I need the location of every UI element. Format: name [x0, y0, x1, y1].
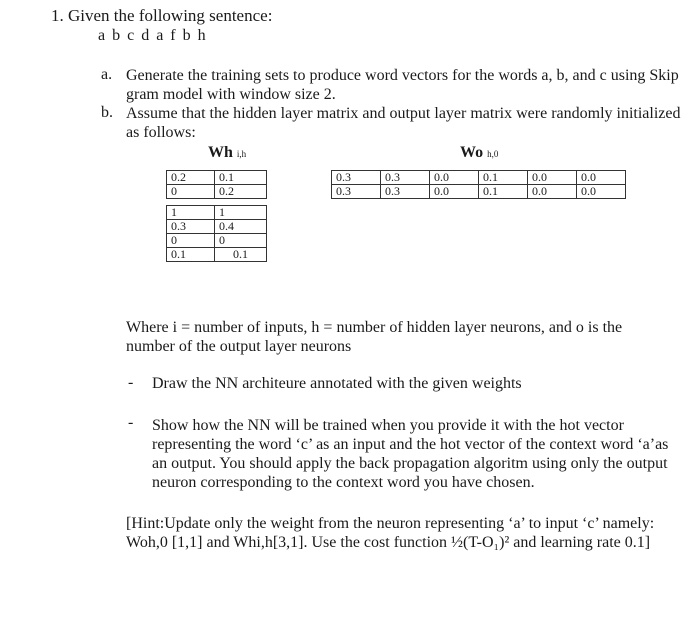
wo-cell: 0.3 [381, 171, 430, 185]
wo-cell: 0.1 [479, 171, 528, 185]
wh-cell: 0.4 [215, 220, 267, 234]
wh-cell: 0.1 [215, 248, 267, 262]
wo-cell: 0.0 [528, 171, 577, 185]
wo-matrix-title [460, 144, 498, 162]
wh-cell: 0.1 [215, 171, 267, 185]
given-sentence: a b c d a f b h [98, 27, 208, 44]
wh-cell: 0.1 [167, 248, 215, 262]
wo-cell: 0.0 [577, 171, 626, 185]
part-a-text: Generate the training sets to produce word vectors for the words a, b, and c using Skip gram model with window size 2. [126, 67, 679, 103]
wh-cell: 0 [167, 234, 215, 248]
wh-title-text: Wh [208, 144, 233, 161]
table-row [332, 171, 626, 185]
table-row [167, 185, 267, 199]
wo-cell: 0.3 [332, 171, 381, 185]
wh-matrix-top [166, 170, 267, 199]
wo-title-text: Wo [460, 144, 484, 161]
wh-cell: 0 [167, 185, 215, 199]
bullet-training-description: Show how the NN will be trained when you provide it with the hot vector representing the word ‘c’ as an input and the hot vector of the context word ‘a’as an output. You should apply the back propagation algoritm using only the output neuron corresponding to the context word you have chosen. [152, 417, 669, 491]
part-a-label: a. [101, 66, 113, 83]
table-row [167, 171, 267, 185]
table-row [167, 248, 267, 262]
wo-cell: 0.3 [381, 185, 430, 199]
where-explanation: Where i = number of inputs, h = number of hidden layer neurons, and o is the number of the output layer neurons [126, 319, 623, 355]
hint-text: [Hint:Update only the weight from the neuron representing ‘a’ to input ‘c’ namely: Woh,0 [1,1] and Whi,h[3,1]. Use the cost function ½(T-O₁)² and learning rate 0.1] [126, 515, 655, 551]
bullet-draw-architecture: Draw the NN architeure annotated with the given weights [152, 375, 522, 392]
wh-cell: 0.2 [167, 171, 215, 185]
wh-cell: 0 [215, 234, 267, 248]
table-row [167, 234, 267, 248]
wh-matrix-title [208, 144, 246, 162]
table-row [167, 220, 267, 234]
table-row [167, 206, 267, 220]
part-b-label: b. [101, 104, 113, 121]
wh-cell: 1 [167, 206, 215, 220]
wh-cell: 0.3 [167, 220, 215, 234]
wo-cell: 0.0 [577, 185, 626, 199]
wo-subscript: h,0 [487, 149, 499, 159]
bullet-dash: - [128, 374, 134, 391]
wh-matrix-bottom [166, 205, 267, 262]
wo-cell: 0.3 [332, 185, 381, 199]
table-row [332, 185, 626, 199]
wo-cell: 0.0 [430, 185, 479, 199]
wh-cell: 0.2 [215, 185, 267, 199]
wo-matrix [331, 170, 626, 199]
part-b-text: Assume that the hidden layer matrix and output layer matrix were randomly initialized as follows: [126, 105, 681, 141]
wh-subscript: i,h [236, 149, 247, 159]
wo-cell: 0.1 [479, 185, 528, 199]
wo-cell: 0.0 [528, 185, 577, 199]
question-title: 1. Given the following sentence: [51, 6, 273, 25]
wo-cell: 0.0 [430, 171, 479, 185]
wh-cell: 1 [215, 206, 267, 220]
bullet-dash: - [128, 414, 134, 431]
